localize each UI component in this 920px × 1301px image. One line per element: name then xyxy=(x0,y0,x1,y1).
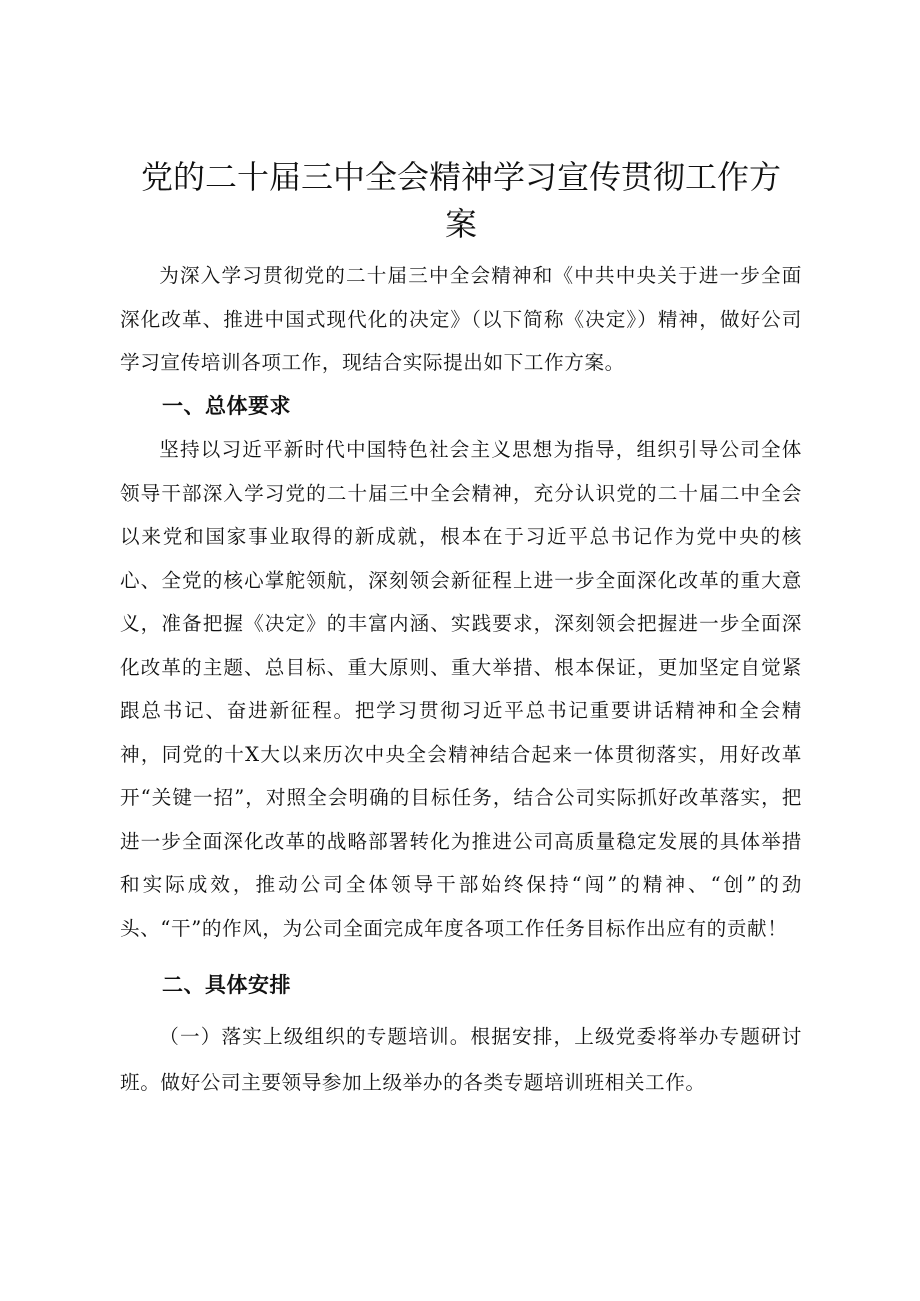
intro-paragraph: 为深入学习贯彻党的二十届三中全会精神和《中共中央关于进一步全面深化改革、推进中国式现代化的决定》（以下简称《决定》）精神，做好公司学习宣传培训各项工作，现结合实际提出如下工作方案。 xyxy=(120,264,802,374)
section-heading-general-requirements: 一、总体要求 xyxy=(162,393,291,418)
document-title xyxy=(120,154,802,248)
specific-arrangement-item-1: （一）落实上级组织的专题培训。根据安排，上级党委将举办专题研讨班。做好公司主要领导参加上级举办的各类专题培训班相关工作。 xyxy=(120,1025,802,1094)
general-requirements-paragraph: 坚持以习近平新时代中国特色社会主义思想为指导，组织引导公司全体领导干部深入学习党的二十届三中全会精神，充分认识党的二十届二中全会以来党和国家事业取得的新成就，根本在于习近平总书记作为党中央的核心、全党的核心掌舵领航，深刻领会新征程上进一步全面深化改革的重大意义，准备把握《决定》的丰富内涵、实践要求，深刻领会把握进一步全面深化改革的主题、总目标、重大原则、重大举措、根本保证，更加坚定自觉紧跟总书记、奋进新征程。把学习贯彻习近平总书记重要讲话精神和全会精神，同党的十X大以来历次中央全会精神结合起来一体贯彻落实，用好改革开“关键一招”，对照全会明确的目标任务，结合公司实际抓好改革落实，把进一步全面深化改革的战略部署转化为推进公司高质量稳定发展的具体举措和实际成效，推动公司全体领导干部始终保持“闯”的精神、“创”的劲头、“干”的作风，为公司全面完成年度各项工作任务目标作出应有的贡献！ xyxy=(120,438,802,940)
section-heading-specific-arrangements: 二、具体安排 xyxy=(162,973,291,997)
title-line-1: 党的二十届三中全会精神学习宣传贯彻工作方 xyxy=(140,158,781,196)
title-line-2: 案 xyxy=(444,205,477,243)
